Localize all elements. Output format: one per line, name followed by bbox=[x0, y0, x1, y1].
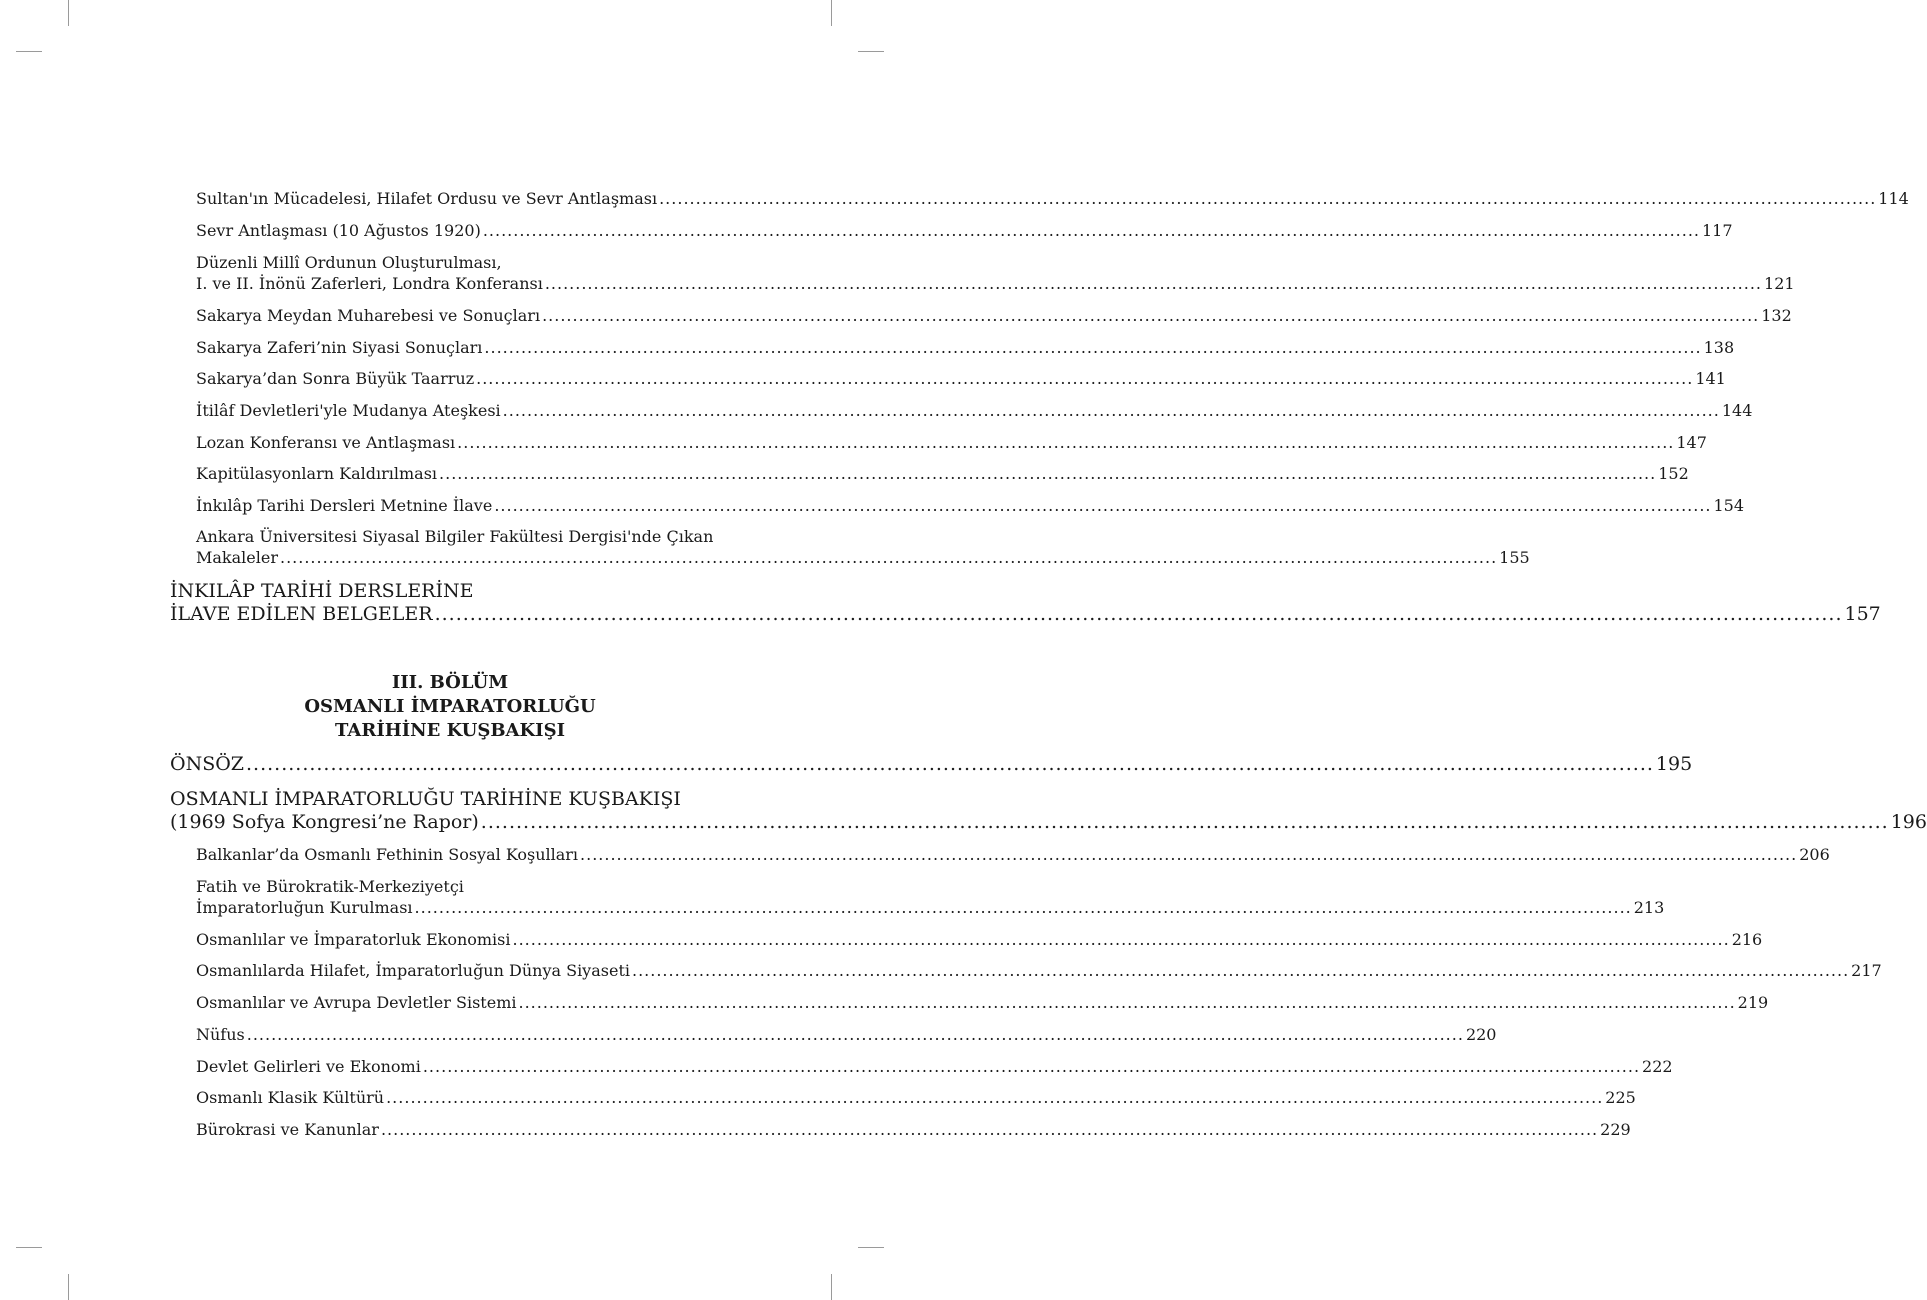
crop-mark bbox=[858, 1247, 884, 1248]
toc-entry-page: 114 bbox=[1878, 189, 1909, 208]
toc-entry-title: Osmanlılar ve Avrupa Devletler Sistemi bbox=[196, 993, 517, 1012]
toc-main-page: 195 bbox=[1655, 753, 1693, 775]
leader-dots: ........................................................................................................................................................................................................ bbox=[439, 464, 1657, 483]
section-title-line: OSMANLI İMPARATORLUĞU bbox=[304, 696, 596, 717]
toc-entry-page: 213 bbox=[1633, 898, 1665, 917]
toc-entry-title: Osmanlı Klasik Kültürü bbox=[196, 1088, 385, 1107]
toc-main-title: İLAVE EDİLEN BELGELER bbox=[170, 603, 433, 625]
leader-dots: ........................................................................................................................................................................................................ bbox=[494, 496, 1712, 515]
toc-entry bbox=[196, 960, 1882, 981]
toc-entry-title: Sakarya Meydan Muharebesi ve Sonuçları bbox=[196, 306, 541, 325]
toc-entry bbox=[196, 400, 1753, 421]
toc-main-title: (1969 Sofya Kongresi’ne Rapor) bbox=[170, 811, 479, 833]
toc-entry bbox=[196, 929, 1763, 950]
toc-entry-title: Lozan Konferansı ve Antlaşması bbox=[196, 433, 456, 452]
toc-entry-title: Sakarya’dan Sonra Büyük Taarruz bbox=[196, 369, 475, 388]
toc-entry-title: İtilâf Devletleri'yle Mudanya Ateşkesi bbox=[196, 401, 501, 420]
toc-entry-title: Balkanlar’da Osmanlı Fethinin Sosyal Koşulları bbox=[196, 845, 579, 864]
leader-dots: ........................................................................................................................................................................................................ bbox=[482, 221, 1700, 240]
crop-mark bbox=[16, 51, 42, 52]
toc-entry-page: 206 bbox=[1799, 845, 1830, 864]
crop-mark bbox=[831, 0, 832, 26]
toc-entry bbox=[196, 526, 1530, 568]
toc-entry bbox=[196, 1024, 1497, 1045]
toc-entry-continuation bbox=[196, 897, 1665, 918]
toc-entry bbox=[196, 337, 1735, 358]
toc-entry-title: Makaleler bbox=[196, 548, 278, 567]
toc-entry-page: 155 bbox=[1499, 548, 1530, 567]
leader-dots: ........................................................................................................................................................................................................ bbox=[246, 753, 1654, 775]
toc-entry-page: 217 bbox=[1851, 961, 1882, 980]
toc-entry-page: 225 bbox=[1605, 1088, 1636, 1107]
toc-entry-page: 121 bbox=[1764, 274, 1795, 293]
toc-entry-title: Sultan'ın Mücadelesi, Hilafet Ordusu ve Sevr Antlaşması bbox=[196, 189, 658, 208]
toc-entry bbox=[196, 495, 1745, 516]
leader-dots: ........................................................................................................................................................................................................ bbox=[484, 338, 1702, 357]
toc-entry-page: 229 bbox=[1600, 1120, 1631, 1139]
toc-entry bbox=[196, 1056, 1673, 1077]
toc-entry-title: Sakarya Zaferi’nin Siyasi Sonuçları bbox=[196, 338, 483, 357]
toc-main-title: ÖNSÖZ bbox=[170, 753, 244, 775]
toc-entry bbox=[196, 220, 1733, 241]
toc-entry-page: 152 bbox=[1658, 464, 1689, 483]
toc-entry-page: 138 bbox=[1703, 338, 1735, 357]
toc-entry-page: 141 bbox=[1695, 369, 1726, 388]
toc-entry-title: Osmanlılarda Hilafet, İmparatorluğun Dünya Siyaseti bbox=[196, 961, 630, 980]
toc-entry-title: İnkılâp Tarihi Dersleri Metnine İlave bbox=[196, 496, 493, 515]
crop-mark bbox=[68, 1274, 69, 1300]
leader-dots: ........................................................................................................................................................................................................ bbox=[476, 369, 1694, 388]
leader-dots: ........................................................................................................................................................................................................ bbox=[631, 961, 1850, 980]
toc-entry bbox=[196, 844, 1830, 865]
toc-entry-page: 144 bbox=[1721, 401, 1753, 420]
toc-entry-title: Ankara Üniversitesi Siyasal Bilgiler Fakültesi Dergisi'nde Çıkan bbox=[196, 527, 714, 546]
leader-dots: ........................................................................................................................................................................................................ bbox=[434, 603, 1843, 625]
leader-dots: ........................................................................................................................................................................................................ bbox=[380, 1120, 1599, 1139]
section-number: III. BÖLÜM bbox=[391, 672, 509, 693]
toc-entry bbox=[196, 368, 1726, 389]
toc-entry bbox=[196, 432, 1707, 453]
toc-entry-title: Düzenli Millî Ordunun Oluşturulması, bbox=[196, 253, 502, 272]
toc-entry-page: 117 bbox=[1702, 221, 1733, 240]
section-title-line: TARİHİNE KUŞBAKIŞI bbox=[335, 720, 565, 741]
toc-entry-title: Bürokrasi ve Kanunlar bbox=[196, 1120, 379, 1139]
toc-main-entry bbox=[170, 580, 1881, 626]
leader-dots: ........................................................................................................................................................................................................ bbox=[246, 1025, 1464, 1044]
leader-dots: ........................................................................................................................................................................................................ bbox=[502, 401, 1720, 420]
leader-dots: ........................................................................................................................................................................................................ bbox=[386, 1088, 1604, 1107]
leader-dots: ........................................................................................................................................................................................................ bbox=[659, 189, 1877, 208]
toc-entry-title: Sevr Antlaşması (10 Ağustos 1920) bbox=[196, 221, 481, 240]
toc-entry-page: 220 bbox=[1465, 1025, 1497, 1044]
toc-entry bbox=[196, 463, 1689, 484]
crop-mark bbox=[831, 1274, 832, 1300]
toc-entry-title: I. ve II. İnönü Zaferleri, Londra Konferansı bbox=[196, 274, 543, 293]
toc-entry-page: 132 bbox=[1761, 306, 1792, 325]
leader-dots: ........................................................................................................................................................................................................ bbox=[480, 811, 1889, 833]
leader-dots: ........................................................................................................................................................................................................ bbox=[512, 930, 1730, 949]
crop-mark bbox=[16, 1247, 42, 1248]
crop-mark bbox=[68, 0, 69, 26]
toc-entry-title: Kapitülasyonlarn Kaldırılması bbox=[196, 464, 438, 483]
leader-dots: ........................................................................................................................................................................................................ bbox=[414, 898, 1632, 917]
toc-main-title: İNKILÂP TARİHİ DERSLERİNE bbox=[170, 580, 474, 602]
toc-entry-page: 147 bbox=[1676, 433, 1707, 452]
toc-main-page: 196 bbox=[1890, 811, 1927, 833]
toc-main-page: 157 bbox=[1844, 603, 1881, 625]
leader-dots: ........................................................................................................................................................................................................ bbox=[457, 433, 1675, 452]
toc-entry-page: 216 bbox=[1731, 930, 1763, 949]
toc-entry-title: Fatih ve Bürokratik-Merkeziyetçi bbox=[196, 877, 464, 896]
toc-entry-page: 154 bbox=[1713, 496, 1745, 515]
toc-entry bbox=[196, 252, 1795, 294]
toc-main-entry bbox=[170, 753, 1693, 776]
toc-main-entry bbox=[170, 788, 1927, 834]
toc-entry-title: Nüfus bbox=[196, 1025, 245, 1044]
toc-main-title: OSMANLI İMPARATORLUĞU TARİHİNE KUŞBAKIŞI bbox=[170, 788, 681, 810]
toc-entry-title: Osmanlılar ve İmparatorluk Ekonomisi bbox=[196, 930, 511, 949]
toc-entry bbox=[196, 1087, 1636, 1108]
leader-dots: ........................................................................................................................................................................................................ bbox=[518, 993, 1736, 1012]
toc-entry-title: İmparatorluğun Kurulması bbox=[196, 898, 413, 917]
toc-entry bbox=[196, 992, 1769, 1013]
leader-dots: ........................................................................................................................................................................................................ bbox=[279, 548, 1498, 567]
toc-entry-continuation bbox=[170, 811, 1927, 834]
toc-entry-continuation bbox=[170, 603, 1881, 626]
toc-entry-page: 219 bbox=[1737, 993, 1769, 1012]
leader-dots: ........................................................................................................................................................................................................ bbox=[580, 845, 1798, 864]
toc-entry-continuation bbox=[196, 273, 1795, 294]
toc-entry bbox=[196, 1119, 1631, 1140]
toc-entry-title: Devlet Gelirleri ve Ekonomi bbox=[196, 1057, 421, 1076]
toc-entry-continuation bbox=[196, 547, 1530, 568]
toc-entry bbox=[196, 876, 1665, 918]
crop-mark bbox=[858, 51, 884, 52]
toc-entry-page: 222 bbox=[1642, 1057, 1673, 1076]
leader-dots: ........................................................................................................................................................................................................ bbox=[422, 1057, 1641, 1076]
toc-entry bbox=[196, 188, 1909, 209]
leader-dots: ........................................................................................................................................................................................................ bbox=[542, 306, 1760, 325]
toc-entry bbox=[196, 305, 1792, 326]
leader-dots: ........................................................................................................................................................................................................ bbox=[544, 274, 1763, 293]
section-heading bbox=[0, 671, 900, 743]
